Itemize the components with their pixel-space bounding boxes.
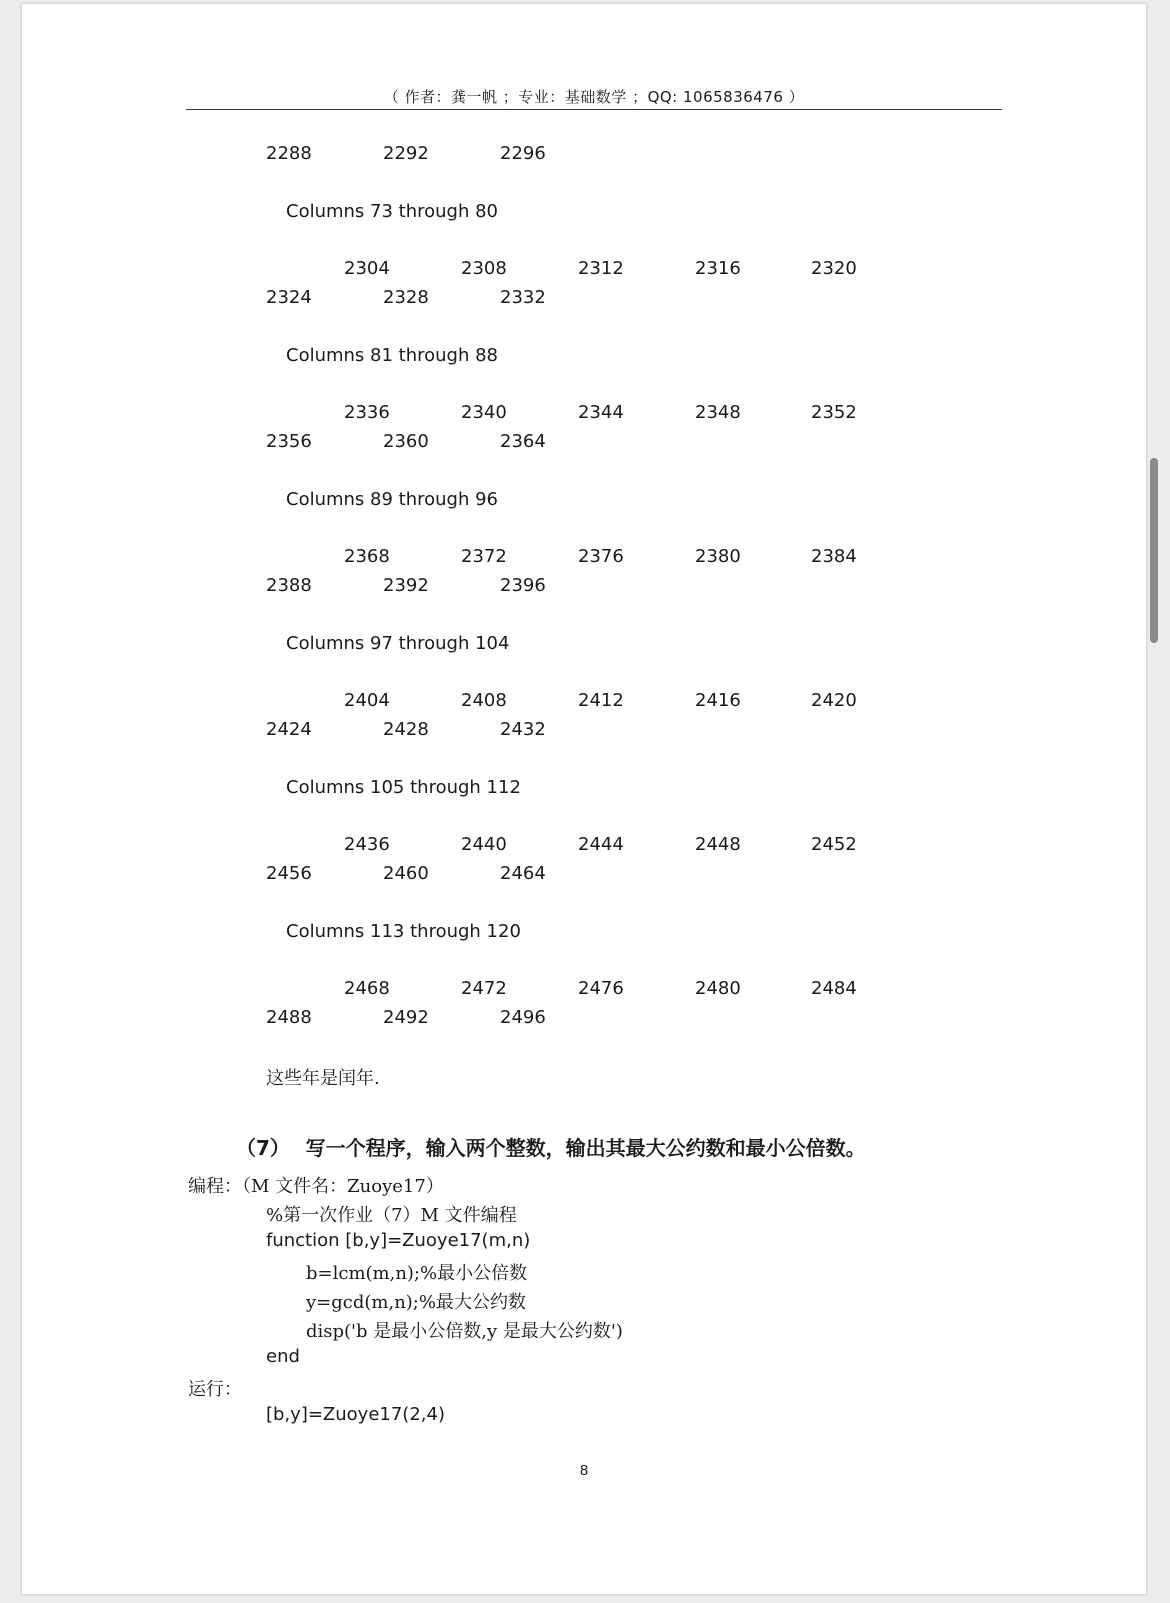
output-value: 2320: [811, 258, 857, 279]
output-value: 2384: [811, 546, 857, 567]
output-value: 2348: [695, 402, 741, 423]
output-value: 2336: [344, 402, 390, 423]
output-value: 2468: [344, 978, 390, 999]
conclusion-text: 这些年是闰年.: [266, 1068, 380, 1089]
document-page: [22, 4, 1146, 1594]
output-value: 2288: [266, 143, 312, 164]
output-value: 2340: [461, 402, 507, 423]
output-value: 2316: [695, 258, 741, 279]
output-value: 2476: [578, 978, 624, 999]
output-value: 2416: [695, 690, 741, 711]
output-value: 2484: [811, 978, 857, 999]
output-value: 2480: [695, 978, 741, 999]
page-header: （ 作者：龚一帆 ；专业：基础数学 ；QQ: 1065836476 ）: [383, 88, 805, 106]
code-line-disp: disp('b 是最小公倍数,y 是最大公约数'): [306, 1321, 623, 1342]
output-value: 2364: [500, 431, 546, 452]
output-value: 2420: [811, 690, 857, 711]
output-value: 2328: [383, 287, 429, 308]
output-value: 2296: [500, 143, 546, 164]
output-value: 2440: [461, 834, 507, 855]
output-value: 2472: [461, 978, 507, 999]
output-value: 2352: [811, 402, 857, 423]
output-value: 2436: [344, 834, 390, 855]
output-value: 2392: [383, 575, 429, 596]
output-value: 2428: [383, 719, 429, 740]
output-value: 2408: [461, 690, 507, 711]
output-value: 2488: [266, 1007, 312, 1028]
output-value: 2376: [578, 546, 624, 567]
page-number: 8: [579, 1462, 589, 1479]
output-value: 2344: [578, 402, 624, 423]
columns-label: Columns 81 through 88: [286, 345, 499, 366]
columns-label: Columns 89 through 96: [286, 489, 499, 510]
output-value: 2448: [695, 834, 741, 855]
code-line-comment: %第一次作业（7）M 文件编程: [266, 1205, 517, 1226]
output-value: 2404: [344, 690, 390, 711]
output-value: 2452: [811, 834, 857, 855]
output-value: 2412: [578, 690, 624, 711]
question-title: 写一个程序，输入两个整数，输出其最大公约数和最小公倍数。: [305, 1136, 866, 1160]
output-value: 2312: [578, 258, 624, 279]
output-value: 2324: [266, 287, 312, 308]
code-line-end: end: [266, 1346, 300, 1367]
output-value: 2360: [383, 431, 429, 452]
output-value: 2304: [344, 258, 390, 279]
code-line-lcm: b=lcm(m,n);%最小公倍数: [306, 1263, 528, 1284]
run-command: [b,y]=Zuoye17(2,4): [266, 1404, 445, 1425]
output-value: 2368: [344, 546, 390, 567]
output-value: 2388: [266, 575, 312, 596]
output-value: 2372: [461, 546, 507, 567]
run-heading: 运行：: [188, 1379, 242, 1400]
scrollbar-thumb[interactable]: [1150, 458, 1158, 643]
output-value: 2380: [695, 546, 741, 567]
output-value: 2424: [266, 719, 312, 740]
question-number: （7）: [236, 1136, 290, 1160]
output-value: 2356: [266, 431, 312, 452]
columns-label: Columns 113 through 120: [286, 921, 521, 942]
code-line-gcd: y=gcd(m,n);%最大公约数: [306, 1292, 526, 1313]
watermark: [890, 1583, 1170, 1603]
output-value: 2492: [383, 1007, 429, 1028]
header-rule: [186, 109, 1002, 110]
question-heading: [236, 1132, 866, 1161]
output-value: 2444: [578, 834, 624, 855]
code-line-function: function [b,y]=Zuoye17(m,n): [266, 1230, 531, 1251]
program-heading: 编程：（M 文件名：Zuoye17）: [188, 1176, 444, 1197]
columns-label: Columns 73 through 80: [286, 201, 499, 222]
output-value: 2460: [383, 863, 429, 884]
output-value: 2308: [461, 258, 507, 279]
columns-label: Columns 97 through 104: [286, 633, 510, 654]
columns-label: Columns 105 through 112: [286, 777, 521, 798]
output-value: 2496: [500, 1007, 546, 1028]
output-value: 2332: [500, 287, 546, 308]
output-value: 2292: [383, 143, 429, 164]
output-value: 2396: [500, 575, 546, 596]
output-value: 2432: [500, 719, 546, 740]
output-value: 2456: [266, 863, 312, 884]
output-value: 2464: [500, 863, 546, 884]
